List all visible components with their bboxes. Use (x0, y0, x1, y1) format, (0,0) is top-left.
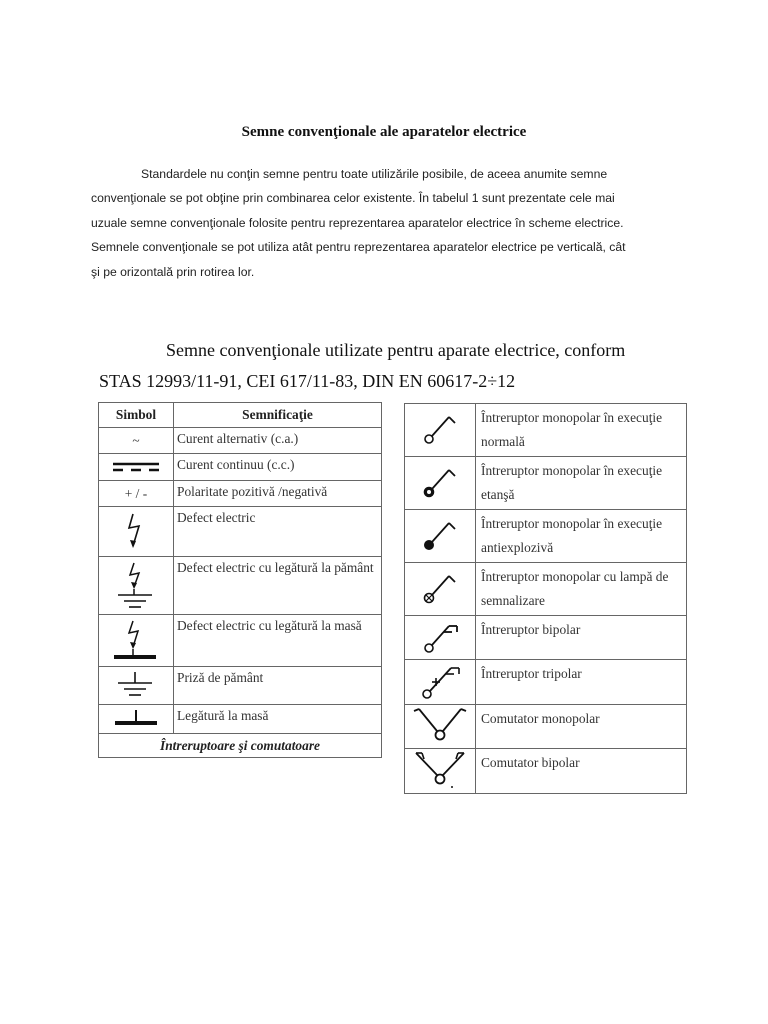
table-caption-line2: STAS 12993/11-91, CEI 617/11-83, DIN EN 60617-2÷12 (99, 371, 516, 391)
table-caption-line1: Semne convenţionale utilizate pentru aparate electrice, conform (166, 340, 626, 360)
row-meaning: Întreruptor monopolar cu lampă de semnalizare (476, 563, 687, 616)
row-meaning: Curent alternativ (c.a.) (174, 428, 382, 454)
row-meaning: Întreruptor monopolar în execuţie antiexplozivă (476, 510, 687, 563)
header-meaning: Semnificaţie (174, 403, 382, 428)
table-row (99, 557, 382, 615)
document-title: Semne convenţionale ale aparatelor electrice (241, 124, 527, 140)
switch-single-pole-normal-icon (415, 407, 465, 453)
symbols-table-left (98, 402, 382, 758)
row-meaning: Comutator monopolar (476, 705, 687, 749)
tilde-icon: ~ (99, 428, 174, 454)
earth-ground-icon (114, 671, 158, 701)
table-row (405, 404, 687, 457)
row-meaning: Defect electric cu legătură la masă (174, 615, 382, 667)
symbols-table-right (404, 403, 687, 794)
paragraph-line: Semnele convenţionale se pot utiliza atât pentru reprezentarea aparatelor electrice pe verticală, cât (91, 240, 626, 255)
intro-paragraph (91, 162, 685, 284)
table-row (405, 457, 687, 510)
row-meaning: Polaritate pozitivă /negativă (174, 481, 382, 507)
paragraph-line: şi pe orizontală prin rotirea lor. (91, 264, 255, 279)
table-row (405, 616, 687, 660)
paragraph-line: convenţionale se pot obţine prin combinarea celor existente. În tabelul 1 sunt prezentate cele mai (91, 191, 615, 206)
row-meaning: Întreruptor bipolar (476, 616, 687, 660)
changeover-bipolar-icon (410, 751, 470, 791)
table-row (99, 481, 382, 507)
table-header-row (99, 403, 382, 428)
row-meaning: Întreruptor monopolar în execuţie normală (476, 404, 687, 457)
table-row (99, 667, 382, 705)
fault-earth-icon (114, 561, 158, 611)
fault-chassis-icon (111, 619, 161, 663)
table-row (99, 428, 382, 454)
row-meaning: Întreruptor monopolar în execuţie etanşă (476, 457, 687, 510)
paragraph-line: Standardele nu conţin semne pentru toate utilizările posibile, de aceea anumite semne (141, 167, 608, 181)
row-meaning: Curent continuu (c.c.) (174, 454, 382, 481)
lightning-fault-icon (121, 512, 151, 552)
switch-single-pole-lamp-icon (415, 566, 465, 612)
changeover-single-pole-icon (410, 707, 470, 747)
header-symbol: Simbol (99, 403, 174, 428)
row-meaning: Comutator bipolar (476, 749, 687, 794)
table-row (405, 705, 687, 749)
row-meaning: Întreruptor tripolar (476, 660, 687, 705)
table-row (99, 734, 382, 758)
table-row (99, 615, 382, 667)
table-row (99, 454, 382, 481)
row-meaning: Priză de pământ (174, 667, 382, 705)
polarity-icon: + / - (99, 481, 174, 507)
table-row (405, 660, 687, 705)
switch-single-pole-explosion-proof-icon (415, 513, 465, 559)
row-meaning: Defect electric (174, 507, 382, 557)
chassis-ground-icon (111, 708, 161, 730)
row-meaning: Defect electric cu legătură la pământ (174, 557, 382, 615)
table-row (405, 510, 687, 563)
table-section-footer: Întreruptoare şi comutatoare (99, 734, 382, 758)
switch-bipolar-icon (415, 618, 465, 658)
table-row (99, 507, 382, 557)
direct-current-icon (111, 459, 161, 475)
row-meaning: Legătură la masă (174, 705, 382, 734)
switch-single-pole-sealed-icon (415, 460, 465, 506)
table-row (405, 563, 687, 616)
table-row (99, 705, 382, 734)
paragraph-line: uzuale semne convenţionale folosite pentru reprezentarea aparatelor electrice în scheme electrice. (91, 215, 624, 230)
table-row (405, 749, 687, 794)
switch-tripolar-icon (415, 662, 465, 702)
